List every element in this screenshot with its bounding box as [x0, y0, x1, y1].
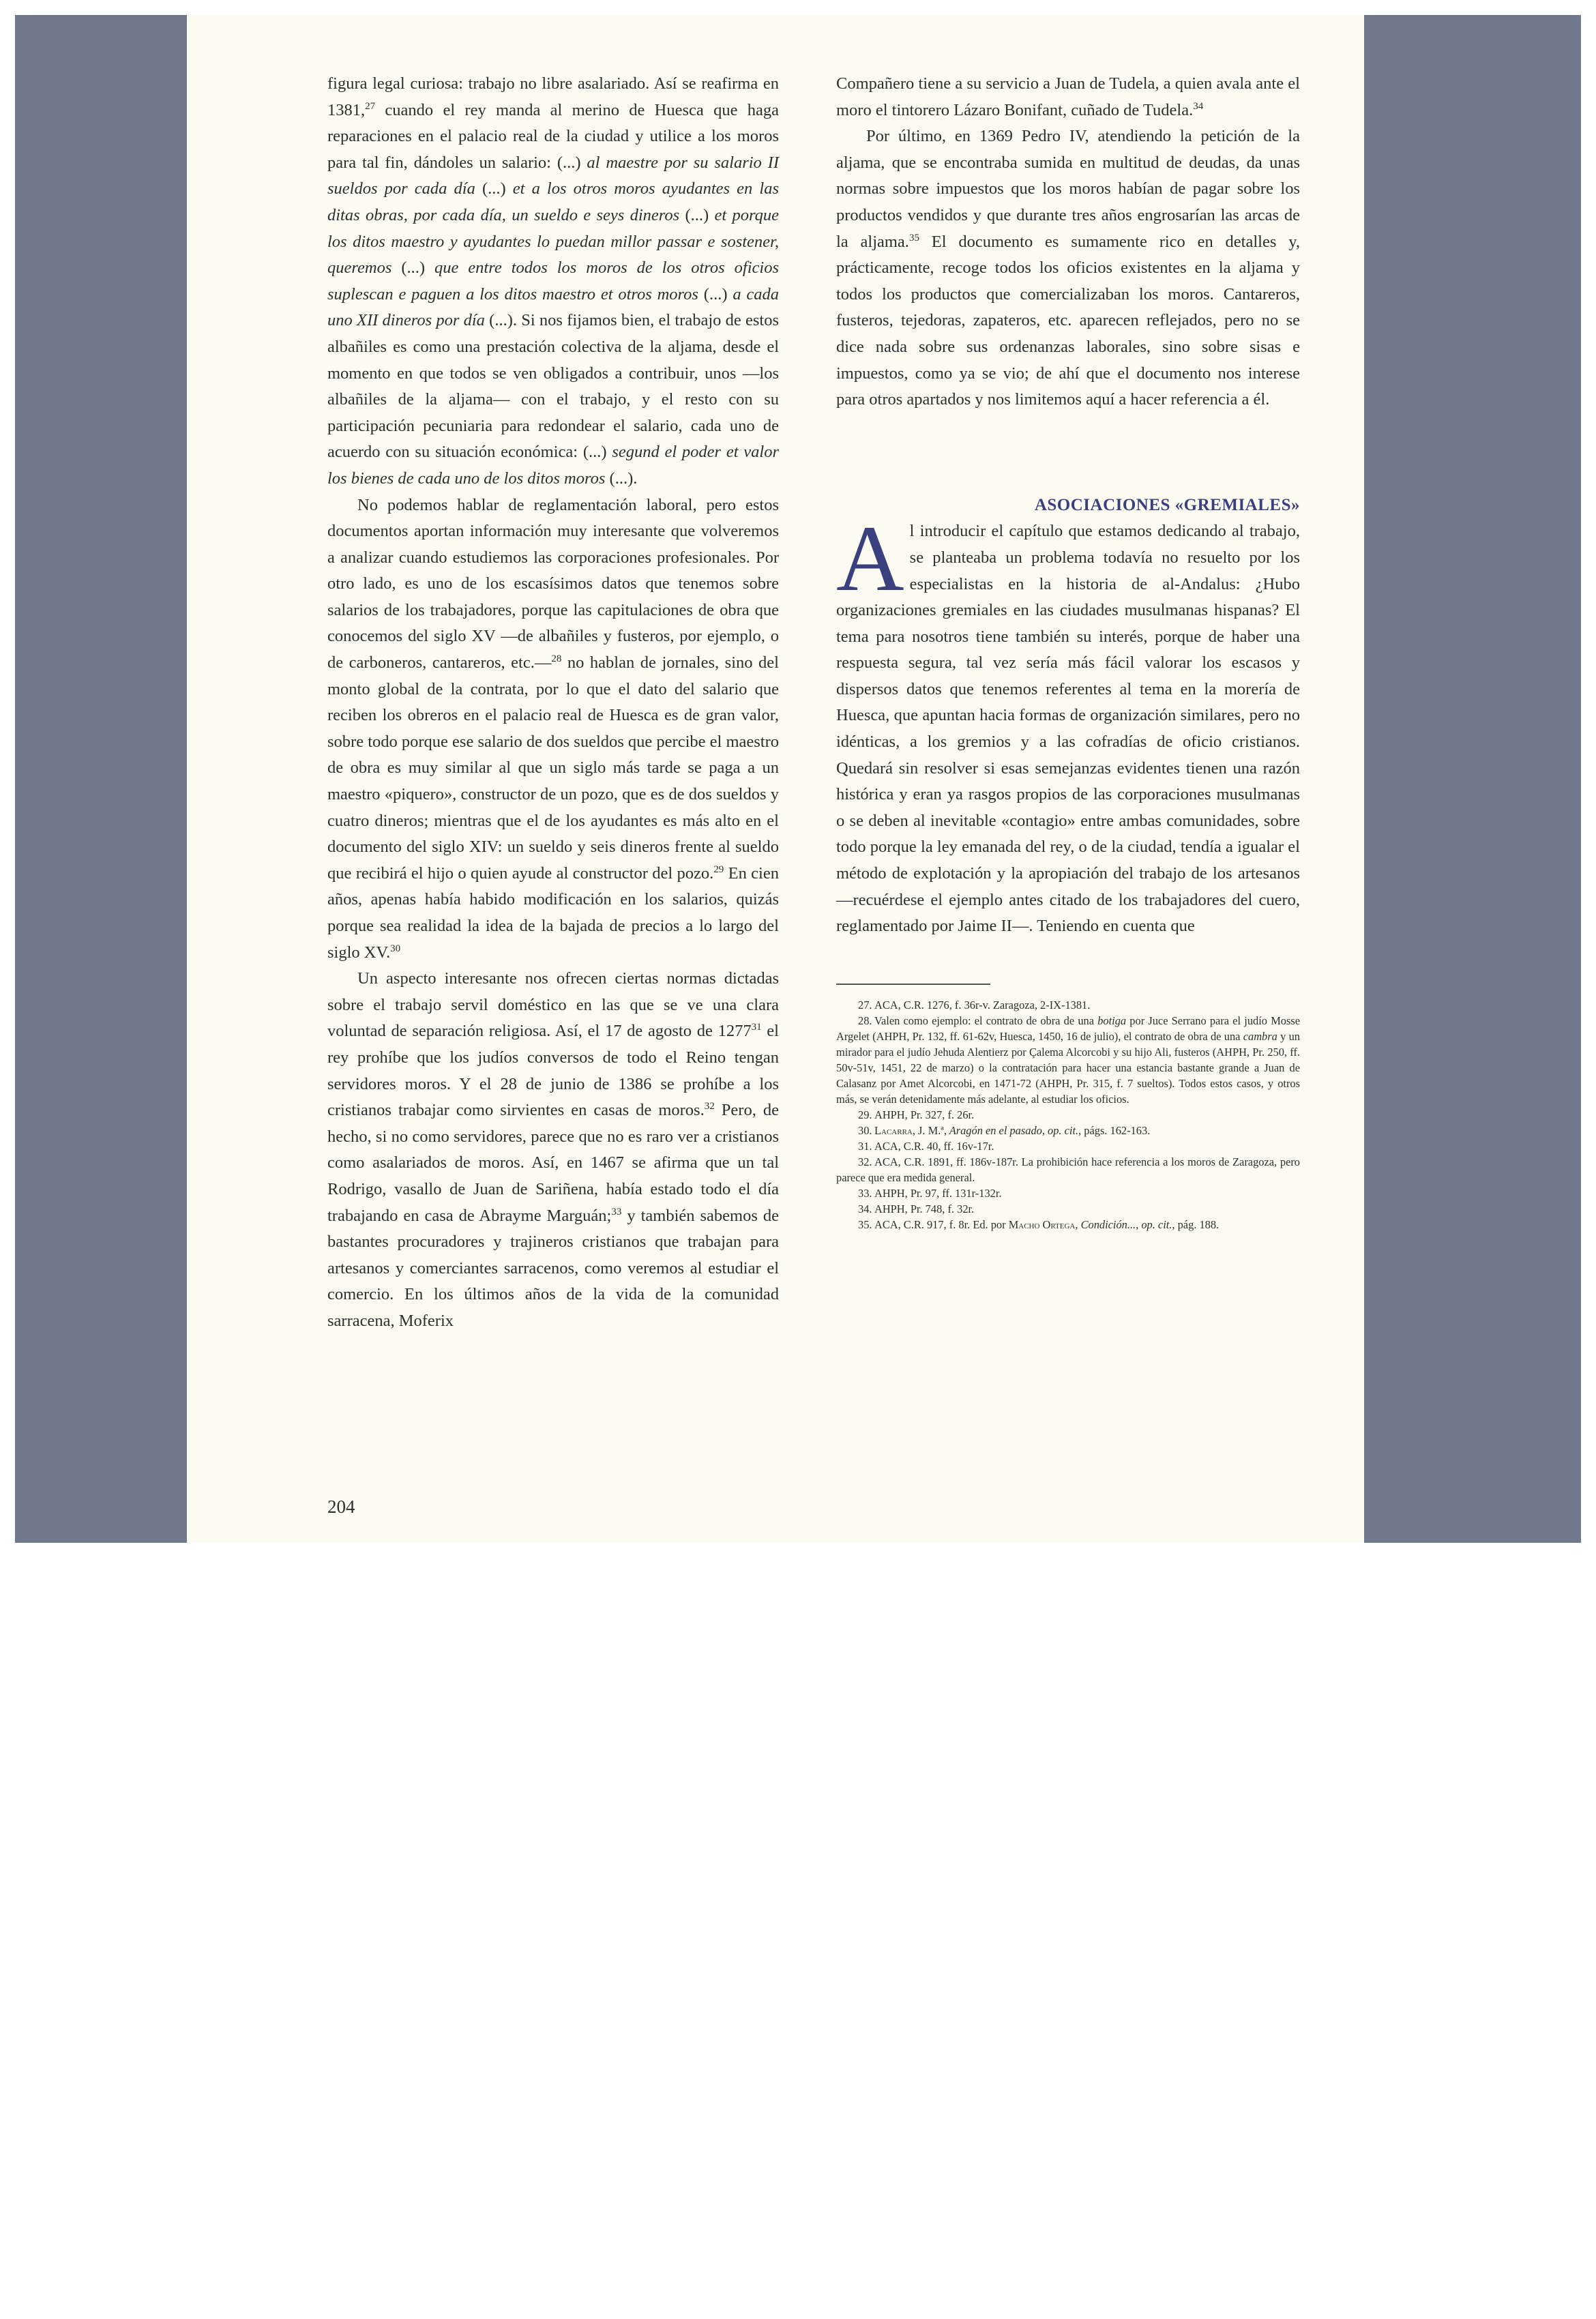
- footnote-28: 28. Valen como ejemplo: el contrato de obra de una botiga por Juce Serrano para el judío Mosse Argelet (AHPH, Pr. 132, ff. 61-62v, Huesca, 1450, 16 de julio), el contrato de obra de una cambra y un mirador para el judío Jehuda Alentierz por Çalema Alcorcobi y su hijo Ali, fusteros (AHPH, Pr. 250, ff. 50v-51v, 1451, 22 de marzo) o la contratación para hacer una estancia bastante grande a Juan de Calasanz por Amet Alcorcobi, en 1471-72 (AHPH, Pr. 315, f. 7 sueltos). Todos estos casos, y otros más, se verán detenidamente más adelante, al estudiar los oficios.: [836, 1014, 1301, 1106]
- footnotes: [836, 997, 1300, 1232]
- footnote-35: 35. ACA, C.R. 917, f. 8r. Ed. por Macho Ortega, Condición..., op. cit., pág. 188.: [858, 1217, 1220, 1231]
- footnote-ref: 32: [704, 1101, 715, 1112]
- footnote-31: 31. ACA, C.R. 40, ff. 16v-17r.: [858, 1139, 994, 1153]
- footnote-ref: 30: [390, 943, 401, 954]
- footnote-27: 27. ACA, C.R. 1276, f. 36r-v. Zaragoza, 2-IX-1381.: [858, 998, 1091, 1011]
- footnote-33: 33. AHPH, Pr. 97, ff. 131r-132r.: [858, 1186, 1002, 1200]
- paragraph: Compañero tiene a su servicio a Juan de Tudela, a quien avala ante el moro el tintorero Lázaro Bonifant, cuñado de Tudela.$^{34}$: [836, 74, 1300, 119]
- footnote-ref: 35: [908, 232, 919, 243]
- footnote-30: 30. Lacarra, J. M.ª, Aragón en el pasado, op. cit., págs. 162-163.: [858, 1123, 1151, 1137]
- page-number: 204: [327, 1496, 355, 1517]
- footnote-ref: 33: [611, 1206, 622, 1217]
- drop-cap: A: [836, 506, 904, 611]
- section-heading: ASOCIACIONES «GREMIALES»: [1034, 495, 1300, 514]
- paragraph: Un aspecto interesante nos ofrecen ciertas normas dictadas sobre el trabajo servil doméstico en las que se ve una clara voluntad de separación religiosa. Así, el 17 de agosto de 1277$^{31}$ el rey prohíbe que los judíos conversos de todo el Reino tengan servidores moros. Y el 28 de junio de 1386 se prohíbe a los cristianos trabajar como sirvientes en casas de moros.$^{32}$ Pero, de hecho, si no como servidores, parece que no es raro ver a cristianos como asalariados de moros. Así, en 1467 se afirma que un tal Rodrigo, vasallo de Juan de Sariñena, había estado todo el día trabajando en casa de Abrayme Marguán;$^{33}$ y también sabemos de bastantes procuradores y trajineros cristianos que trabajan para artesanos y comerciantes sarracenos, como veremos al estudiar el comercio. En los últimos años de la vida de la comunidad sarracena, Moferix: [327, 969, 780, 1330]
- footnote-ref: 29: [713, 863, 724, 875]
- footnote-32: 32. ACA, C.R. 1891, ff. 186v-187r. La prohibición hace referencia a los moros de Zaragoza, pero parece que era medida general.: [836, 1155, 1300, 1184]
- paragraph: Por último, en 1369 Pedro IV, atendiendo la petición de la aljama, que se encontraba sumida en multitud de deudas, da unas normas sobre impuestos que los moros habían de pagar sobre los productos vendidos y que durante tres años engrosarían las arcas de la aljama.$^{35}$ El documento es sumamente rico en detalles y, prácticamente, recoge todos los oficios existentes en la aljama y todos los productos que comercializaban los moros. Cantareros, fusteros, tejedoras, zapateros, etc. aparecen reflejados, pero no se dice nada sobre sus ordenanzas laborales, sino sobre sisas e impuestos, como ya se vio; de ahí que el documento nos interese para otros apartados y nos limitemos aquí a hacer referencia a él.: [836, 127, 1300, 409]
- footnote-ref: 34: [1193, 100, 1204, 112]
- left-column: [327, 71, 779, 1335]
- right-column: [836, 71, 1300, 1232]
- paragraph: Al introducir el capítulo que estamos dedicando al trabajo, se planteaba un problema todavía no resuelto por los especialistas en la historia de al-Andalus: ¿Hubo organizaciones gremiales en las ciudades musulmanas hispanas? El tema para nosotros tiene también su interés, porque de haber una respuesta segura, tal vez sería más fácil valorar los escasos y dispersos datos que tenemos referentes al tema en la morería de Huesca, que apuntan hacia formas de organización similares, pero no idénticas, a los gremios y a las cofradías de oficio cristianos. Quedará sin resolver si esas semejanzas evidentes tienen una razón histórica y eran ya rasgos propios de las corporaciones musulmanas o se deben al inevitable «contagio» entre ambas comunidades, sobre todo porque la ley emanada del rey, o de la ciudad, tendía a igualar el método de explotación y la apropiación del trabajo de los artesanos —recuérdese el ejemplo antes citado de los trabajadores del cuero, reglamentado por Jaime II—. Teniendo en cuenta que: [836, 506, 1300, 936]
- book-page: [187, 15, 1364, 1543]
- footnote-34: 34. AHPH, Pr. 748, f. 32r.: [858, 1202, 975, 1215]
- footnote-ref: 31: [751, 1022, 762, 1033]
- paragraph: No podemos hablar de reglamentación laboral, pero estos documentos aportan información muy interesante que volveremos a analizar cuando estudiemos las corporaciones profesionales. Por otro lado, es uno de los escasísimos datos que tenemos sobre salarios de los trabajadores, porque las capitulaciones de obra que conocemos del siglo XV —de albañiles y fusteros, por ejemplo, o de carboneros, cantareros, etc.—$^{28}$ no hablan de jornales, sino del monto global de la contrata, por lo que el dato del salario que reciben los obreros en el palacio real de Huesca es de gran valor, sobre todo porque ese salario de dos sueldos que percibe el maestro de obra es muy similar al que un siglo más tarde se paga a un maestro «piquero», constructor de un pozo, que es de dos sueldos y cuatro dineros; mientras que el de los ayudantes es más alto en el documento del siglo XIV: un sueldo y seis dineros frente al sueldo que recibirá el hijo o quien ayude al constructor del pozo.$^{29}$ En cien años, apenas había habido modificación en los salarios, quizás porque sea realidad la idea de la bajada de precios a lo largo del siglo XV.$^{30}$: [327, 495, 779, 962]
- footnote-29: 29. AHPH, Pr. 327, f. 26r.: [858, 1108, 975, 1121]
- footnote-ref: 28: [551, 653, 562, 664]
- paragraph: figura legal curiosa: trabajo no libre asalariado. Así se reafirma en 1381,27 cuando el rey manda al merino de Huesca que haga reparaciones en el palacio real de la ciudad y utilice a los moros para tal fin, dándoles un salario: (...) al maestre por su salario II sueldos por cada día (...) et a los otros moros ayudantes en las ditas obras, por cada día, un sueldo e seys dineros (...) et porque los ditos maestro y ayudantes lo puedan millor passar e sostener, queremos (...) que entre todos los moros de los otros oficios suplescan e paguen a los ditos maestro et otros moros (...) a cada uno XII dineros por día (...). Si nos fijamos bien, el trabajo de estos albañiles es como una prestación colectiva de la aljama, desde el momento en que todos se ven obligados a contribuir, unos —los albañiles de la aljama— con el trabajo, y el resto con su participación pecuniaria para redondear el salario, cada uno de acuerdo con su situación económica: (...) segund el poder et valor los bienes de cada uno de los ditos moros (...).: [327, 74, 780, 488]
- footnote-divider: [836, 984, 990, 985]
- footnote-ref: 27: [365, 100, 376, 112]
